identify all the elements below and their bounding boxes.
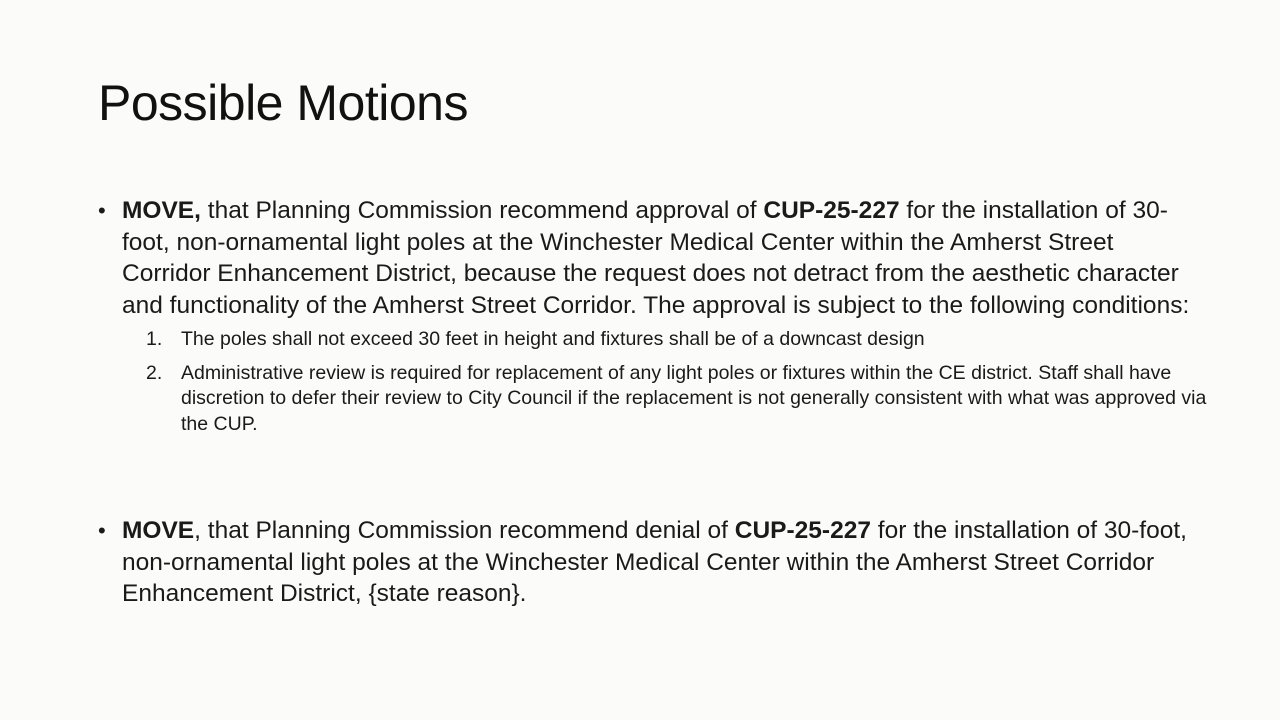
motion-approval xyxy=(98,195,1208,445)
condition-item xyxy=(122,327,1208,353)
motion-text-part: , that Planning Commission recommend denial of xyxy=(194,517,735,544)
bullet-marker: • xyxy=(98,518,106,543)
motion-text xyxy=(122,195,1208,445)
motion-text-part: that Planning Commission recommend approval of xyxy=(200,197,764,224)
motion-keyword: MOVE, xyxy=(122,197,201,224)
condition-number: 2. xyxy=(146,361,163,384)
condition-text: The poles shall not exceed 30 feet in height and fixtures shall be of a downcast design xyxy=(181,328,925,350)
motion-denial xyxy=(98,515,1208,610)
case-number: CUP-25-227 xyxy=(734,517,871,544)
condition-number: 1. xyxy=(146,328,163,350)
motion-keyword: MOVE xyxy=(122,517,195,544)
condition-item xyxy=(122,361,1208,438)
motion-text-part: for the installation of 30-foot, non-ornamental light poles at the Winchester Medical Center within the Amherst Street Corridor Enhancement District, because the request does not detract from the aesthetic character and functionality of the Amherst Street Corridor. The approval is subject to the following conditions: xyxy=(122,197,1190,319)
motion-text-part: for the installation of 30-foot, non-ornamental light poles at the Winchester Medical Center within the Amherst Street Corridor Enhancement District, {state reason}. xyxy=(122,517,1187,607)
slide-title: Possible Motions xyxy=(98,75,468,131)
conditions-list xyxy=(122,327,1208,437)
case-number: CUP-25-227 xyxy=(763,197,900,224)
motion-text xyxy=(122,515,1208,610)
bullet-marker: • xyxy=(98,198,106,223)
condition-text: Administrative review is required for replacement of any light poles or fixtures within the CE district. Staff shall have discretion to defer their review to City Council if the replacement is not generally consistent with what was approved via the CUP. xyxy=(181,361,1207,435)
